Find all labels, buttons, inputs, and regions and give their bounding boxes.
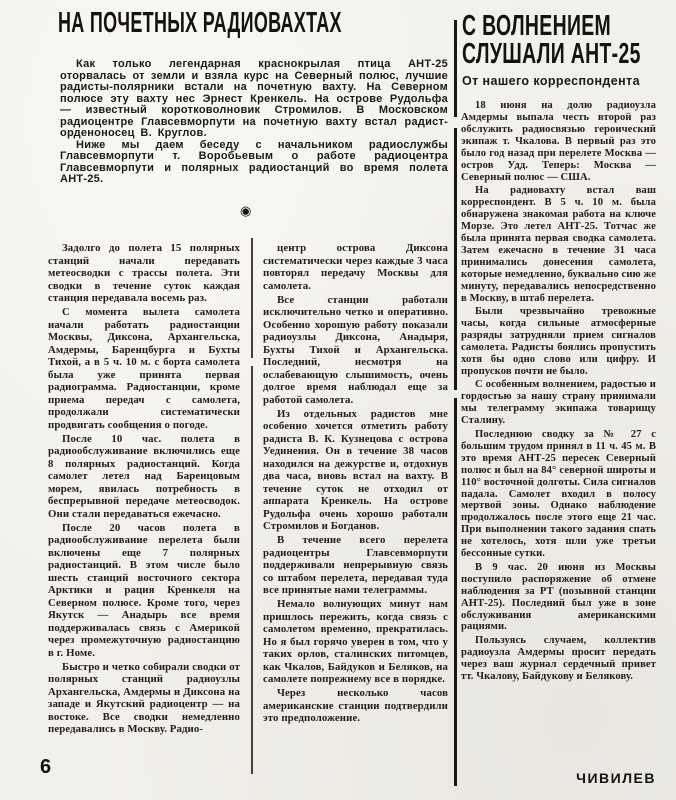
paragraph: Как только легендарная краснокрылая птица АНТ-25 оторвалась от земли и взяла курс на Северный полюс, лучшие радисты-полярники встали на почетную вахту. На Северном полюсе эту вахту нес Эрнест Кренкель. На острове Рудольфа — известный коротковолновик Стромилов. В Московском радиоцентре Главсевморпути на почетную вахту встал радист-орденоносец В. Круглов.: [60, 58, 448, 140]
paragraph: Ниже мы даем беседу с начальником радиослужбы Главсевморпути т. Воробьевым о работе радиоцентра Главсевморпути и полярных радиостанций во время полета АНТ-25.: [60, 138, 448, 186]
paragraph: С момента вылета самолета начали работать радиостанции Москвы, Диксона, Архангельска, Амдермы, Баренцбурга и Бухты Тихой, а в 5 ч. 10 м. с борта самолета была уже принята первая радиограмма. Радиостанции, кроме приема передач с самолета, продолжали систематически продвигать сообщения о погоде.: [48, 306, 240, 431]
paragraph: После 20 часов полета в радиообслуживание перелета были включены еще 7 полярных радиостанций. В этом числе было шесть станций восточного сектора Арктики и рация Кренкеля на Северном полюсе. Кроме того, через Якутск — Анадырь все время поддерживалась связь с Америкой через промежуточную радиостанцию в г. Номе.: [48, 521, 240, 659]
paragraph: Из отдельных радистов мне особенно хочется отметить работу радиста В. К. Кузнецова с острова Уединения. Он в течение 38 часов находился на дежурстве и, отдохнув два часа, вновь встал на вахту. В течение суток не отходил от аппарата Кренкель. На острове Рудольфа очень хорошо работали Стромилов и Богданов.: [263, 407, 448, 532]
headline-line: СЛУШАЛИ АНТ-25: [462, 38, 641, 70]
headline-line: С ВОЛНЕНИЕМ: [462, 10, 612, 42]
article-divider-rule: [454, 398, 457, 786]
section-ornament-icon: ◉: [240, 203, 252, 218]
paragraph: С особенным волнением, радостью и гордостью за нашу страну принимали мы телеграмму экипажа товарищу Сталину.: [461, 379, 656, 427]
paragraph: центр острова Диксона систематически через каждые 3 часа повторял передачу Москвы для самолета.: [263, 242, 448, 292]
paragraph: Все станции работали исключительно четко и оперативно. Особенно хорошую работу показали радиоузлы Диксона, Анадыря, Бухты Тихой и Архангельска. Последний, несмотря на ослабевающую слышимость, очень долгое время наблюдал еще за работой самолета.: [263, 293, 448, 406]
page-number: 6: [40, 756, 52, 778]
article-divider-rule: [454, 128, 457, 390]
left-article-lede: [60, 59, 448, 186]
paragraph: Через несколько часов американские станции подтвердили это предположение.: [263, 687, 448, 724]
paragraph: В течение всего перелета радиоцентры Главсевморпути поддерживали непрерывную связь со штабом перелета, передавая туда все принятые нами телеграммы.: [263, 534, 448, 596]
paragraph: 18 июня на долю радиоузла Амдермы выпала честь второй раз обслужить радиосвязью героический экипаж т. Чкалова. В первый раз это было год назад при перелете Москва — остров Удд. Теперь: Москва — Северный полюс — США.: [461, 100, 656, 183]
paragraph: Немало волнующих минут нам пришлось пережить, когда связь с самолетом временно, прекратилась. Но я был горячо уверен в том, что у таких орлов, сталинских питомцев, как Чкалов, Байдуков и Беляков, на самолете попрежнему все в порядке.: [263, 598, 448, 685]
right-article-byline: От нашего корреспондента: [462, 74, 640, 88]
paragraph: В 9 час. 20 июня из Москвы поступило распоряжение об отмене наблюдения за РТ (позывной станции АНТ-25). Последний был уже в зоне обслуживания американскими рациями.: [461, 561, 656, 633]
left-article-column-1: [48, 242, 240, 737]
paragraph: Последнюю сводку за № 27 с большим трудом принял в 11 ч. 45 м. В это время АНТ-25 пересек Северный полюс и был на 84° северной широты и 110° восточной долготы. Сила сигналов падала. Самолет входил в полосу мертвой зоны. Однако наблюдение продолжалось после этого еще 21 час. При выполнении такого задания спать не хотелось, хотя шли уже третьи бессонные сутки.: [461, 428, 656, 560]
right-article-body: [461, 100, 656, 684]
column-divider-rule: [251, 366, 253, 774]
paragraph: Задолго до полета 15 полярных станций начали передавать метеосводки с трассы полета. Эти сводки в течение суток каждая станция передавала восемь раз.: [48, 242, 240, 304]
paragraph: На радиовахту встал ваш корреспондент. В 5 ч. 10 м. была обнаружена знакомая работа на ключе Морзе. Это летел АНТ-25. Тотчас же была принята первая сводка самолета. Затем ежечасно в течение 31 часа принимались донесения самолета, которые немедленно, буквально сию же минуту, передавались непосредственно в Москву, в штаб перелета.: [461, 185, 656, 304]
left-article-headline: НА ПОЧЕТНЫХ РАДИОВАХТАХ: [58, 7, 342, 39]
paragraph: Пользуясь случаем, коллектив радиоузла Амдермы просит передать через ваш журнал сердечный привет тт. Чкалову, Байдукову и Белякову.: [461, 634, 656, 682]
paragraph: После 10 час. полета в радиообслуживание включились еще 8 полярных радиостанций. Когда самолет летел над Баренцовым морем, явилась потребность в беспрерывной передаче метеосводок. Они стали передаваться ежечасно.: [48, 432, 240, 520]
right-article-headline: [462, 12, 641, 68]
paragraph: Были чрезвычайно тревожные часы, когда сильные атмосферные разряды затрудняли прием сигналов самолета. Радисты боялись пропустить хотя бы одно слово или цифру. И пропусков почти не было.: [461, 306, 656, 377]
right-article-signature: ЧИВИЛЕВ: [576, 770, 656, 786]
column-divider-rule: [251, 238, 253, 358]
article-divider-rule: [454, 20, 457, 117]
paragraph: Быстро и четко собирали сводки от полярных станций радиоузлы Архангельска, Амдермы и Диксона на западе и Якутский радиоцентр — на востоке. Все сводки немедленно передавались в Москву. Радио-: [48, 660, 240, 735]
left-article-column-2: [263, 242, 448, 726]
